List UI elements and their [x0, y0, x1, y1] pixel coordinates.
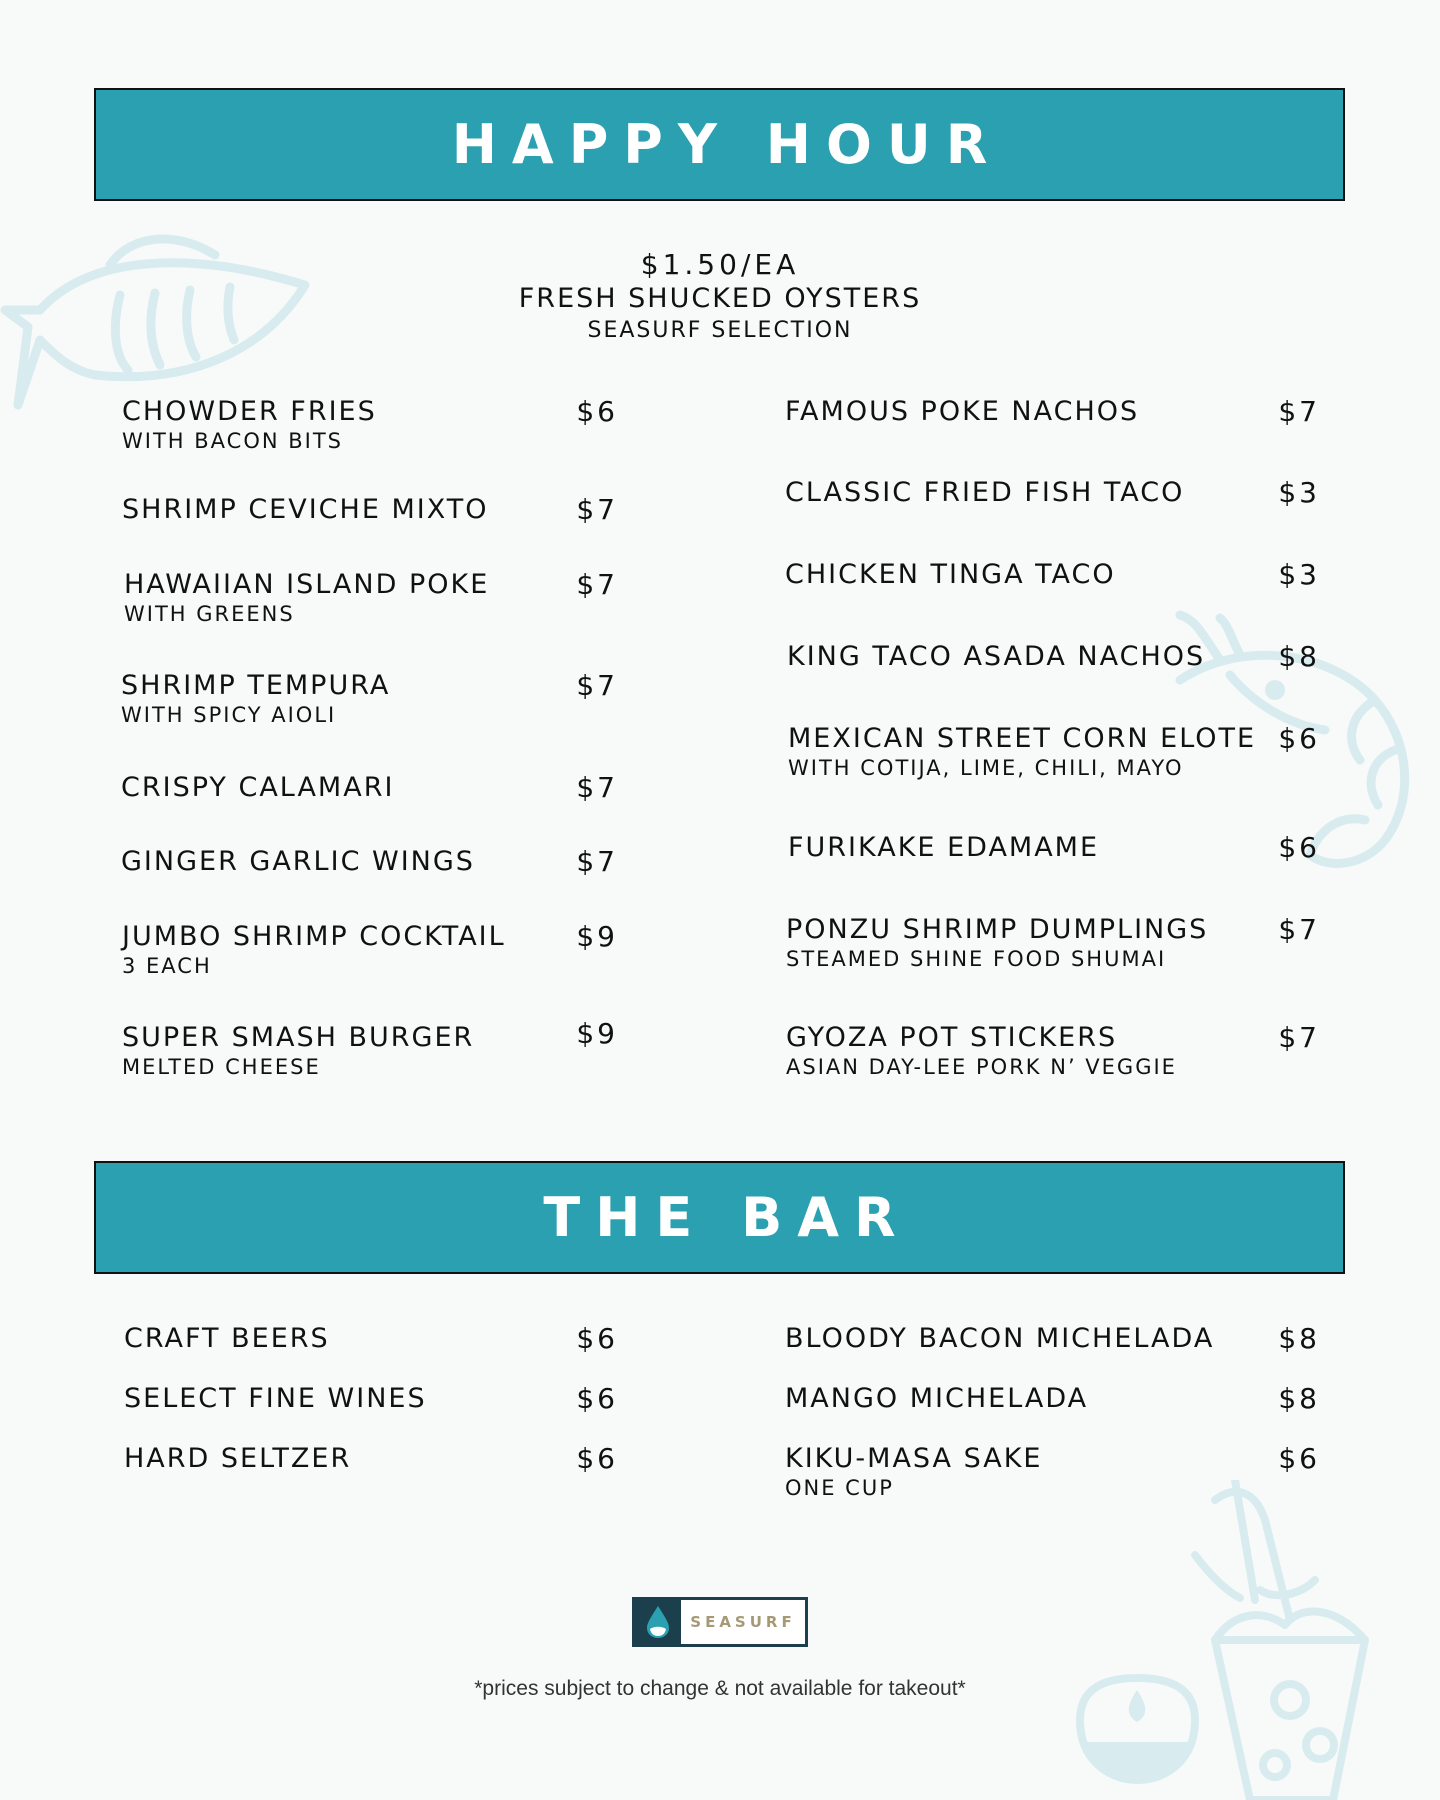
menu-item-price: $6 — [1278, 722, 1320, 755]
menu-item-price: $3 — [1278, 558, 1320, 591]
menu-item-price: $6 — [1278, 831, 1320, 864]
happy-hour-title: HAPPY HOUR — [451, 113, 1003, 176]
menu-item-name: GYOZA POT STICKERS — [786, 1022, 1118, 1053]
menu-item-desc: MELTED CHEESE — [122, 1055, 321, 1079]
menu-item-price: $7 — [576, 669, 618, 702]
menu-item — [124, 1383, 427, 1415]
menu-item-price: $7 — [576, 845, 618, 878]
menu-item-name: SELECT FINE WINES — [124, 1383, 427, 1414]
menu-item-price: $6 — [576, 1322, 618, 1355]
menu-item — [786, 914, 1208, 972]
menu-item-name: HARD SELTZER — [124, 1443, 352, 1474]
menu-item — [785, 1443, 1043, 1501]
menu-item-price: $7 — [1278, 395, 1320, 428]
oysters-desc: SEASURF SELECTION — [587, 318, 853, 343]
menu-item — [124, 569, 489, 627]
oysters-feature — [0, 248, 1440, 346]
menu-item-name: MANGO MICHELADA — [785, 1383, 1089, 1414]
menu-item — [785, 1383, 1088, 1415]
menu-item-name: CHICKEN TINGA TACO — [785, 559, 1116, 590]
menu-item-name: MEXICAN STREET CORN ELOTE — [788, 723, 1257, 754]
menu-item-price: $8 — [1278, 1382, 1320, 1415]
menu-item-price: $7 — [576, 771, 618, 804]
logo-wordmark: SEASURF — [690, 1613, 796, 1631]
menu-item — [124, 1443, 351, 1475]
oysters-price: $1.50/EA — [640, 248, 800, 281]
menu-item — [785, 477, 1184, 509]
footnote: *prices subject to change & not available for takeout* — [474, 1677, 966, 1700]
menu-item — [785, 559, 1116, 591]
menu-item-name: JUMBO SHRIMP COCKTAIL — [122, 921, 506, 952]
menu-item-name: GINGER GARLIC WINGS — [121, 846, 475, 877]
menu-item-name: KIKU-MASA SAKE — [785, 1443, 1043, 1474]
menu-item — [785, 1323, 1214, 1355]
oysters-name: FRESH SHUCKED OYSTERS — [518, 283, 922, 314]
menu-item-name: SUPER SMASH BURGER — [122, 1022, 475, 1053]
menu-item — [122, 921, 506, 979]
menu-item-price: $9 — [576, 920, 618, 953]
menu-item — [787, 641, 1205, 673]
menu-item-price: $7 — [1278, 913, 1320, 946]
drinks-decoration-icon — [1075, 1480, 1440, 1800]
menu-item-desc: WITH SPICY AIOLI — [121, 703, 337, 727]
bar-title: THE BAR — [543, 1186, 911, 1249]
menu-item-desc: STEAMED SHINE FOOD SHUMAI — [786, 947, 1167, 971]
happy-hour-banner — [94, 88, 1345, 201]
menu-item-price: $6 — [576, 1382, 618, 1415]
menu-item — [786, 1022, 1177, 1080]
menu-item-desc: 3 EACH — [122, 954, 212, 978]
menu-item-name: BLOODY BACON MICHELADA — [785, 1323, 1215, 1354]
flame-drop-icon — [635, 1600, 681, 1644]
seasurf-logo — [632, 1597, 808, 1647]
menu-item-name: KING TACO ASADA NACHOS — [787, 641, 1206, 672]
menu-item-price: $7 — [576, 493, 618, 526]
menu-item-price: $8 — [1278, 1322, 1320, 1355]
menu-item-name: CRISPY CALAMARI — [121, 772, 395, 803]
menu-item-price: $7 — [1278, 1021, 1320, 1054]
menu-item-price: $7 — [576, 568, 618, 601]
menu-item-name: PONZU SHRIMP DUMPLINGS — [786, 914, 1209, 945]
menu-item-name: CLASSIC FRIED FISH TACO — [785, 477, 1185, 508]
menu-item-desc: ASIAN DAY-LEE PORK N’ VEGGIE — [786, 1055, 1177, 1079]
menu-item-price: $6 — [576, 395, 618, 428]
menu-item-desc: ONE CUP — [785, 1476, 894, 1500]
menu-item — [785, 396, 1139, 428]
menu-item-price: $8 — [1278, 640, 1320, 673]
menu-item — [121, 670, 390, 728]
menu-item-desc: WITH GREENS — [124, 602, 295, 626]
menu-item — [122, 494, 489, 526]
menu-item — [122, 1022, 474, 1080]
menu-item — [121, 846, 475, 878]
menu-item-name: FURIKAKE EDAMAME — [788, 832, 1100, 863]
menu-item-name: CRAFT BEERS — [124, 1323, 330, 1354]
menu-item-name: SHRIMP TEMPURA — [121, 670, 391, 701]
menu-item-name: HAWAIIAN ISLAND POKE — [124, 569, 490, 600]
menu-item — [788, 723, 1256, 781]
menu-item-price: $3 — [1278, 476, 1320, 509]
menu-item — [124, 1323, 330, 1355]
menu-item — [121, 772, 394, 804]
menu-item-price: $9 — [576, 1017, 618, 1050]
bar-banner — [94, 1161, 1345, 1274]
menu-item — [122, 396, 377, 454]
menu-item-desc: WITH COTIJA, LIME, CHILI, MAYO — [788, 756, 1184, 780]
menu-item-price: $6 — [1278, 1442, 1320, 1475]
menu-item — [788, 832, 1099, 864]
menu-item-name: FAMOUS POKE NACHOS — [785, 396, 1140, 427]
menu-item-price: $6 — [576, 1442, 618, 1475]
menu-item-name: CHOWDER FRIES — [122, 396, 377, 427]
menu-item-name: SHRIMP CEVICHE MIXTO — [122, 494, 489, 525]
menu-item-desc: WITH BACON BITS — [122, 429, 343, 453]
